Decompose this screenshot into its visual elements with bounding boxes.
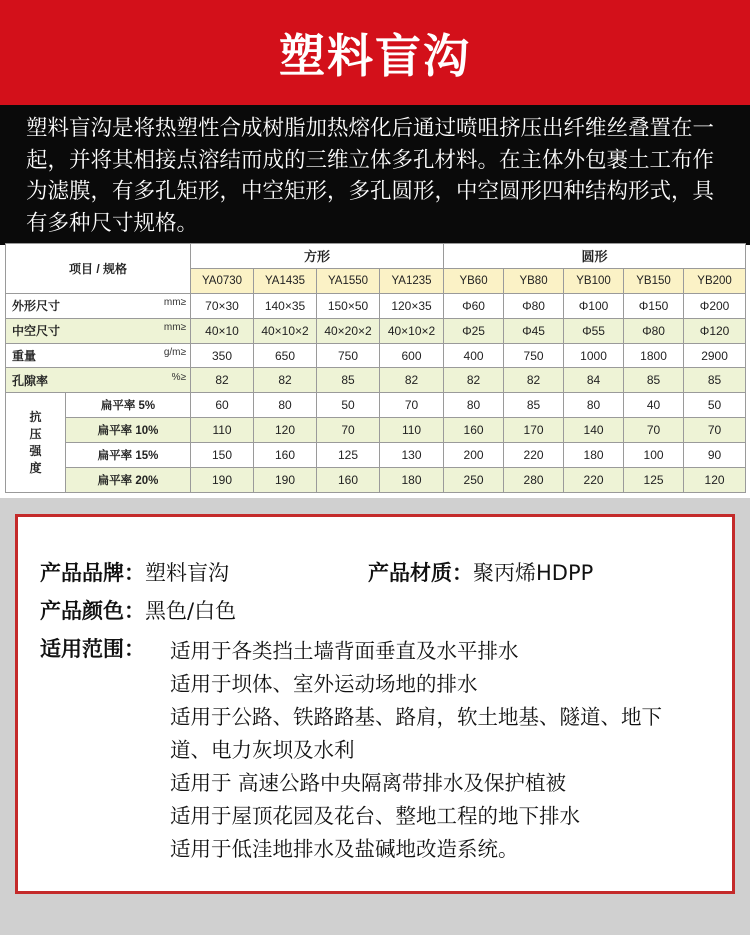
material-line xyxy=(368,557,593,587)
table-cell: Φ25 xyxy=(444,318,504,343)
table-cell: 82 xyxy=(254,368,317,393)
table-cell: 120 xyxy=(254,418,317,443)
table-cell: 170 xyxy=(504,418,564,443)
table-row-compress-15 xyxy=(6,443,746,468)
table-cell: 1000 xyxy=(564,343,624,368)
table-cell: 280 xyxy=(504,468,564,493)
table-cell: 160 xyxy=(317,468,380,493)
model-header: YB80 xyxy=(504,268,564,293)
table-cell: 50 xyxy=(317,393,380,418)
info-card xyxy=(15,514,735,894)
row-label: 重量 g/m≥ xyxy=(6,343,191,368)
table-cell: Φ45 xyxy=(504,318,564,343)
row-label: 扁平率 10% xyxy=(66,418,191,443)
model-header: YA1235 xyxy=(380,268,444,293)
table-corner: 项目 / 规格 xyxy=(6,244,191,294)
brand-line xyxy=(40,557,229,587)
table-cell: 125 xyxy=(624,468,684,493)
table-cell: 40×10×2 xyxy=(254,318,317,343)
row-label: 扁平率 15% xyxy=(66,443,191,468)
table-cell: 160 xyxy=(444,418,504,443)
model-header: YA1435 xyxy=(254,268,317,293)
row-label: 孔隙率 %≥ xyxy=(6,368,191,393)
scope-line: 适用于公路、铁路路基、路肩，软土地基、隧道、地下 xyxy=(170,705,662,729)
table-cell: 85 xyxy=(684,368,746,393)
table-cell: 150 xyxy=(191,443,254,468)
table-cell: 40×20×2 xyxy=(317,318,380,343)
model-header: YB60 xyxy=(444,268,504,293)
model-header: YB200 xyxy=(684,268,746,293)
scope-line: 适用于 高速公路中央隔离带排水及保护植被 xyxy=(170,771,567,795)
table-cell: 85 xyxy=(317,368,380,393)
table-cell: 650 xyxy=(254,343,317,368)
compress-strength-label xyxy=(6,393,66,493)
table-row-compress-10 xyxy=(6,418,746,443)
table-cell: 70 xyxy=(380,393,444,418)
table-cell: 600 xyxy=(380,343,444,368)
model-header: YB100 xyxy=(564,268,624,293)
table-cell: 80 xyxy=(254,393,317,418)
table-cell: 40×10 xyxy=(191,318,254,343)
table-cell: Φ55 xyxy=(564,318,624,343)
row-label: 扁平率 20% xyxy=(66,468,191,493)
table-cell: Φ80 xyxy=(624,318,684,343)
title-banner xyxy=(0,0,750,105)
page-title: 塑料盲沟 xyxy=(279,28,471,83)
table-cell: 110 xyxy=(191,418,254,443)
intro-text: 塑料盲沟是将热塑性合成树脂加热熔化后通过喷咀挤压出纤维丝叠置在一起，并将其相接点溶结而成的三维立体多孔材料。在主体外包裹土工布作为滤膜，有多孔矩形，中空矩形，多孔圆形，中空圆形四种结构形式，具有多种尺寸规格。 xyxy=(26,116,715,236)
table-cell: Φ120 xyxy=(684,318,746,343)
table-cell: 190 xyxy=(191,468,254,493)
table-cell: 110 xyxy=(380,418,444,443)
table-cell: 750 xyxy=(317,343,380,368)
table-cell: 200 xyxy=(444,443,504,468)
brand-value: 塑料盲沟 xyxy=(145,561,229,585)
group-header-row xyxy=(6,244,746,269)
table-cell: 350 xyxy=(191,343,254,368)
row-label: 外形尺寸 mm≥ xyxy=(6,293,191,318)
color-line xyxy=(40,595,236,625)
table-cell: 84 xyxy=(564,368,624,393)
scope-line: 适用于低洼地排水及盐碱地改造系统。 xyxy=(170,837,519,861)
table-cell: Φ100 xyxy=(564,293,624,318)
table-cell: 120 xyxy=(684,468,746,493)
model-header: YB150 xyxy=(624,268,684,293)
table-cell: Φ60 xyxy=(444,293,504,318)
table-cell: 130 xyxy=(380,443,444,468)
table-cell: Φ150 xyxy=(624,293,684,318)
intro-panel xyxy=(0,105,750,245)
table-cell: 80 xyxy=(444,393,504,418)
table-cell: 140 xyxy=(564,418,624,443)
table-cell: 125 xyxy=(317,443,380,468)
group-round-header: 圆形 xyxy=(444,244,746,269)
table-cell: 100 xyxy=(624,443,684,468)
table-cell: 70 xyxy=(684,418,746,443)
table-cell: 180 xyxy=(564,443,624,468)
table-cell: Φ200 xyxy=(684,293,746,318)
table-cell: 400 xyxy=(444,343,504,368)
table-cell: 90 xyxy=(684,443,746,468)
spec-table xyxy=(5,243,746,493)
table-cell: 82 xyxy=(504,368,564,393)
compress-strength-text: 抗 压 强 度 xyxy=(29,409,42,475)
table-cell: 160 xyxy=(254,443,317,468)
table-cell: 150×50 xyxy=(317,293,380,318)
table-row-weight xyxy=(6,343,746,368)
group-square-header: 方形 xyxy=(191,244,444,269)
model-header: YA1550 xyxy=(317,268,380,293)
table-cell: 80 xyxy=(564,393,624,418)
table-row-compress-20 xyxy=(6,468,746,493)
table-cell: 140×35 xyxy=(254,293,317,318)
scope-label: 适用范围： xyxy=(40,637,145,661)
table-cell: 250 xyxy=(444,468,504,493)
table-row-outer-size xyxy=(6,293,746,318)
scope-line: 适用于各类挡土墙背面垂直及水平排水 xyxy=(170,639,519,663)
table-cell: 120×35 xyxy=(380,293,444,318)
table-cell: 70×30 xyxy=(191,293,254,318)
brand-label: 产品品牌： xyxy=(40,561,145,585)
scope-line: 适用于屋顶花园及花台、整地工程的地下排水 xyxy=(170,804,580,828)
table-cell: 180 xyxy=(380,468,444,493)
scope-line: 适用于坝体、室外运动场地的排水 xyxy=(170,672,478,696)
table-row-compress-5 xyxy=(6,393,746,418)
material-value: 聚丙烯HDPP xyxy=(473,561,594,585)
table-cell: 2900 xyxy=(684,343,746,368)
table-cell: 85 xyxy=(504,393,564,418)
table-cell: 85 xyxy=(624,368,684,393)
color-label: 产品颜色： xyxy=(40,599,145,623)
scope-line: 道、电力灰坝及水利 xyxy=(170,738,355,762)
table-cell: 40 xyxy=(624,393,684,418)
table-cell: 50 xyxy=(684,393,746,418)
row-label: 扁平率 5% xyxy=(66,393,191,418)
row-label: 中空尺寸 mm≥ xyxy=(6,318,191,343)
table-cell: 190 xyxy=(254,468,317,493)
table-row-porosity xyxy=(6,368,746,393)
table-row-hollow-size xyxy=(6,318,746,343)
table-cell: 70 xyxy=(624,418,684,443)
table-cell: 220 xyxy=(504,443,564,468)
material-label: 产品材质： xyxy=(368,561,473,585)
table-cell: 1800 xyxy=(624,343,684,368)
table-cell: 40×10×2 xyxy=(380,318,444,343)
table-cell: 82 xyxy=(444,368,504,393)
model-header: YA0730 xyxy=(191,268,254,293)
table-cell: 60 xyxy=(191,393,254,418)
table-cell: 750 xyxy=(504,343,564,368)
table-cell: Φ80 xyxy=(504,293,564,318)
color-value: 黑色/白色 xyxy=(145,599,237,623)
table-cell: 70 xyxy=(317,418,380,443)
table-cell: 82 xyxy=(191,368,254,393)
table-cell: 82 xyxy=(380,368,444,393)
table-cell: 220 xyxy=(564,468,624,493)
